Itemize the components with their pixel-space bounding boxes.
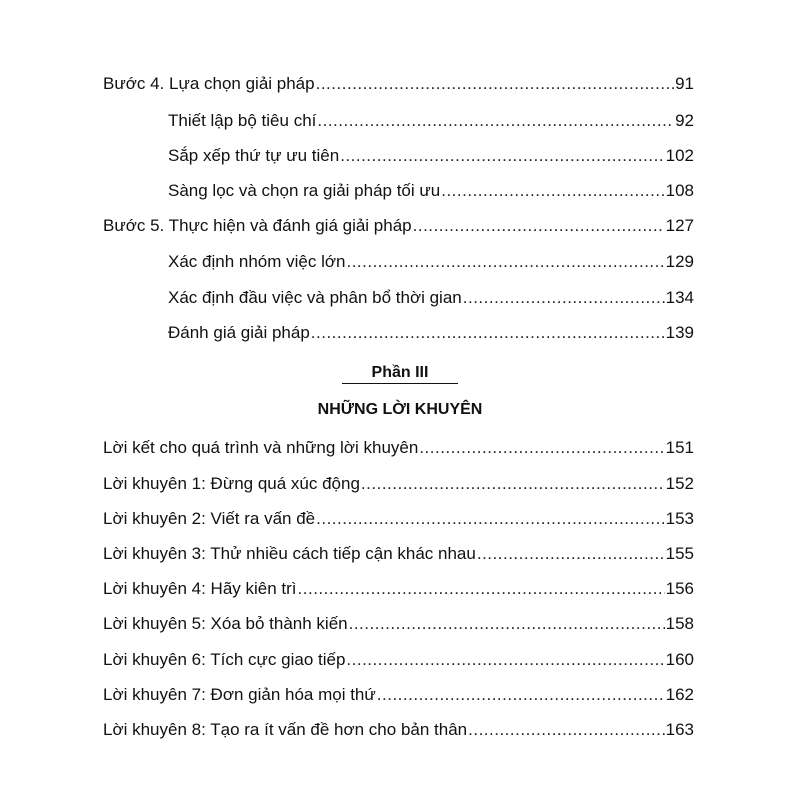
toc-entry-title: Xác định đầu việc và phân bổ thời gian (168, 288, 462, 307)
toc-entry-page: 91 (675, 74, 694, 93)
dot-leader (349, 613, 665, 635)
toc-entry-subitem (168, 110, 694, 132)
toc-entry-page: 160 (665, 650, 694, 669)
toc-entry-page: 151 (665, 438, 694, 457)
dot-leader (419, 437, 664, 459)
toc-entry-title: Lời khuyên 2: Viết ra vấn đề (103, 509, 316, 528)
part-title (0, 401, 800, 419)
toc-entry-page: 158 (665, 614, 694, 633)
toc-entry-page: 153 (665, 509, 694, 528)
dot-leader (346, 251, 664, 273)
toc-entry-title: Lời khuyên 4: Hãy kiên trì (103, 579, 297, 598)
dot-leader (311, 322, 665, 344)
toc-entry-title: Thiết lập bộ tiêu chí (168, 111, 317, 130)
toc-entry-title: Lời khuyên 3: Thử nhiều cách tiếp cận khác nhau (103, 544, 476, 563)
toc-entry-page: 129 (665, 252, 694, 271)
toc-entry-title: Lời khuyên 7: Đơn giản hóa mọi thứ (103, 685, 376, 704)
toc-entry (103, 578, 694, 600)
toc-entry-page: 92 (675, 111, 694, 130)
toc-entry-subitem (168, 145, 694, 167)
dot-leader (316, 508, 664, 530)
toc-entry (103, 719, 694, 741)
toc-entry-subitem (168, 322, 694, 344)
dot-leader (413, 215, 665, 237)
dot-leader (361, 473, 665, 495)
toc-entry-page: 108 (665, 181, 694, 200)
dot-leader (340, 145, 664, 167)
toc-entry-page: 139 (665, 323, 694, 342)
dot-leader (298, 578, 665, 600)
dot-leader (463, 287, 665, 309)
toc-entry-title: Lời kết cho quá trình và những lời khuyên (103, 438, 419, 457)
toc-entry-title: Lời khuyên 1: Đừng quá xúc động (103, 474, 360, 493)
toc-entry-page: 156 (665, 579, 694, 598)
toc-entry-title: Bước 5. Thực hiện và đánh giá giải pháp (103, 216, 412, 235)
toc-entry (103, 649, 694, 671)
dot-leader (477, 543, 665, 565)
toc-entry-page: 152 (665, 474, 694, 493)
toc-entry (103, 613, 694, 635)
toc-entry-title: Lời khuyên 8: Tạo ra ít vấn đề hơn cho bản thân (103, 720, 468, 739)
part-label (0, 364, 800, 384)
toc-entry-title: Xác định nhóm việc lớn (168, 252, 346, 271)
toc-entry-page: 127 (665, 216, 694, 235)
dot-leader (346, 649, 664, 671)
toc-entry-subitem (168, 287, 694, 309)
toc-entry (103, 543, 694, 565)
toc-entry-page: 102 (665, 146, 694, 165)
dot-leader (317, 110, 674, 132)
toc-entry-title: Sàng lọc và chọn ra giải pháp tối ưu (168, 181, 441, 200)
toc-entry-title: Lời khuyên 5: Xóa bỏ thành kiến (103, 614, 348, 633)
part-title-text: NHỮNG LỜI KHUYÊN (317, 401, 483, 418)
dot-leader (441, 180, 664, 202)
toc-entry-title: Lời khuyên 6: Tích cực giao tiếp (103, 650, 346, 669)
toc-entry-step-5 (103, 215, 694, 237)
toc-entry (103, 508, 694, 530)
toc-entry (103, 684, 694, 706)
toc-entry-page: 162 (665, 685, 694, 704)
dot-leader (377, 684, 665, 706)
toc-entry (103, 437, 694, 459)
toc-entry (103, 473, 694, 495)
part-label-text: Phần III (342, 364, 459, 384)
toc-entry-step-4 (103, 73, 694, 95)
toc-entry-page: 134 (665, 288, 694, 307)
toc-entry-title: Đánh giá giải pháp (168, 323, 310, 342)
toc-entry-subitem (168, 251, 694, 273)
toc-entry-page: 163 (665, 720, 694, 739)
dot-leader (316, 73, 674, 95)
toc-entry-page: 155 (665, 544, 694, 563)
toc-entry-title: Sắp xếp thứ tự ưu tiên (168, 146, 340, 165)
dot-leader (468, 719, 665, 741)
toc-entry-title: Bước 4. Lựa chọn giải pháp (103, 74, 315, 93)
toc-entry-subitem (168, 180, 694, 202)
